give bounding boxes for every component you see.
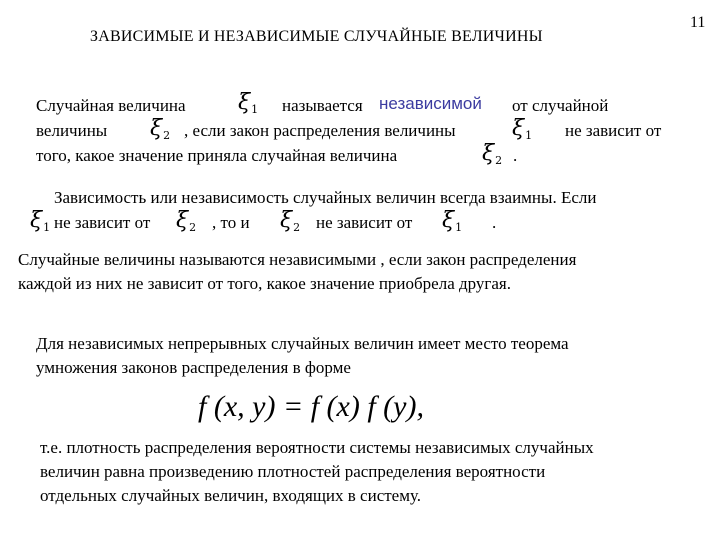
page-number: 11 bbox=[690, 14, 706, 31]
subscript-2: 2 bbox=[495, 154, 503, 167]
text: не зависит от bbox=[54, 213, 151, 232]
text: . bbox=[513, 146, 518, 165]
page-title: ЗАВИСИМЫЕ И НЕЗАВИСИМЫЕ СЛУЧАЙНЫЕ ВЕЛИЧИНЫ bbox=[90, 28, 543, 45]
xi-2-symbol bbox=[280, 208, 300, 234]
xi-glyph: ξ bbox=[482, 141, 495, 166]
text: Случайные величины называются независимыми , если закон распределения bbox=[18, 250, 577, 269]
text: , если закон распределения величины bbox=[184, 121, 456, 140]
text: величин равна произведению плотностей распределения вероятности bbox=[40, 462, 546, 481]
subscript-2: 2 bbox=[293, 221, 301, 234]
text: Для независимых непрерывных случайных величин имеет место теорема bbox=[36, 334, 569, 353]
subscript-1: 1 bbox=[455, 221, 463, 234]
xi-1-symbol bbox=[442, 208, 462, 234]
text: от случайной bbox=[512, 96, 609, 115]
text: не зависит от bbox=[316, 213, 413, 232]
xi-glyph: ξ bbox=[176, 208, 189, 233]
xi-2-symbol bbox=[150, 116, 170, 142]
subscript-1: 1 bbox=[525, 129, 533, 142]
xi-1-symbol bbox=[238, 90, 258, 116]
text: . bbox=[492, 213, 497, 232]
text: умножения законов распределения в форме bbox=[36, 358, 351, 377]
xi-glyph: ξ bbox=[238, 90, 251, 115]
text: т.е. плотность распределения вероятности системы независимых случайных bbox=[40, 438, 594, 457]
xi-glyph: ξ bbox=[150, 116, 163, 141]
independence-formula: f (x, y) = f (x) f (y), bbox=[198, 390, 424, 423]
text: не зависит от bbox=[565, 121, 662, 140]
xi-glyph: ξ bbox=[512, 116, 525, 141]
highlight-term: независимой bbox=[379, 94, 482, 113]
text: величины bbox=[36, 121, 108, 140]
text: каждой из них не зависит от того, какое значение приобрела другая. bbox=[18, 274, 511, 293]
text: , то и bbox=[212, 213, 250, 232]
xi-glyph: ξ bbox=[442, 208, 455, 233]
text: называется bbox=[282, 96, 363, 115]
subscript-1: 1 bbox=[251, 103, 259, 116]
text: Зависимость или независимость случайных величин всегда взаимны. Если bbox=[54, 188, 597, 207]
text: Случайная величина bbox=[36, 96, 186, 115]
text: отдельных случайных величин, входящих в систему. bbox=[40, 486, 422, 505]
subscript-2: 2 bbox=[189, 221, 197, 234]
text: того, какое значение приняла случайная величина bbox=[36, 146, 398, 165]
subscript-2: 2 bbox=[163, 129, 171, 142]
xi-1-symbol bbox=[30, 208, 50, 234]
xi-glyph: ξ bbox=[280, 208, 293, 233]
xi-2-symbol bbox=[176, 208, 196, 234]
xi-1-symbol bbox=[512, 116, 532, 142]
xi-2-symbol bbox=[482, 141, 502, 167]
xi-glyph: ξ bbox=[30, 208, 43, 233]
subscript-1: 1 bbox=[43, 221, 51, 234]
